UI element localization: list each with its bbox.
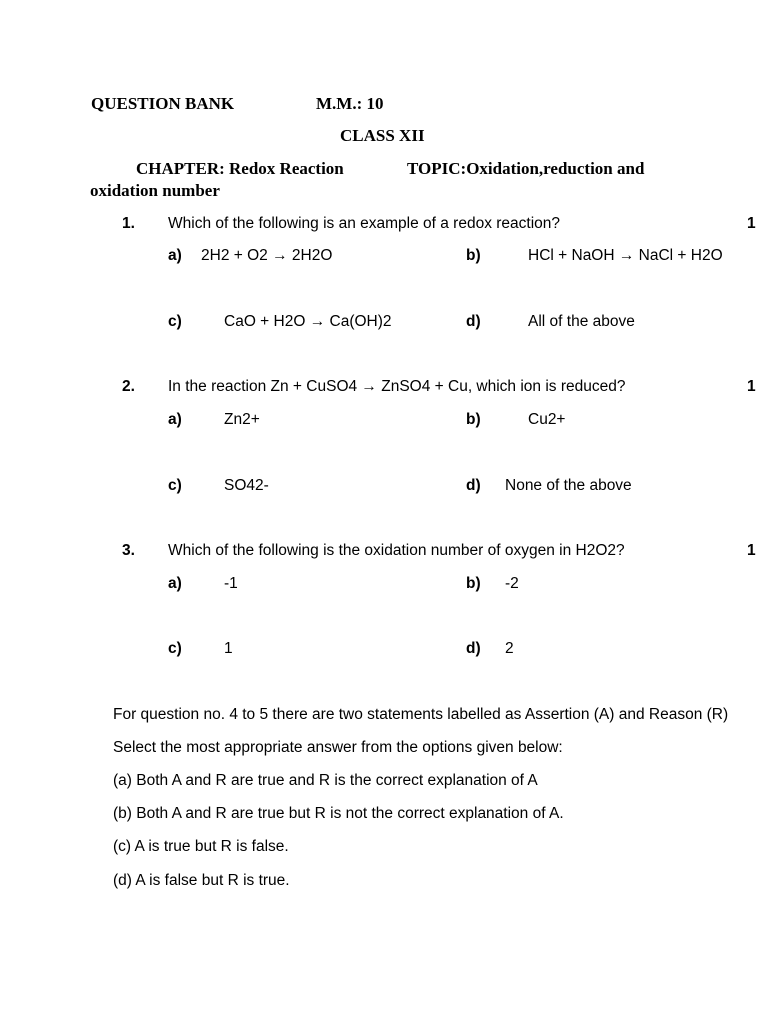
option-text: Cu2+ (528, 411, 566, 428)
option-label: d) (466, 313, 481, 330)
option-label: d) (466, 640, 481, 657)
question-text: Which of the following is the oxidation number of oxygen in H2O2? (168, 542, 625, 559)
option-label: c) (168, 313, 182, 330)
topic-label-continued: oxidation number (90, 181, 220, 200)
question-text: In the reaction Zn + CuSO4 → ZnSO4 + Cu, which ion is reduced? (168, 378, 626, 395)
option-label: b) (466, 411, 481, 428)
option-text: -2 (505, 575, 519, 592)
question-mark: 1 (747, 215, 756, 232)
option-text: SO42- (224, 477, 269, 494)
option-text: -1 (224, 575, 238, 592)
option-text: 2 (505, 640, 514, 657)
question-mark: 1 (747, 378, 756, 395)
question-number: 2. (122, 378, 135, 395)
option-label: b) (466, 247, 481, 264)
option-label: a) (168, 411, 182, 428)
option-text: 1 (224, 640, 233, 657)
assertion-reason-instruction: Select the most appropriate answer from the options given below: (113, 739, 563, 756)
question-mark: 1 (747, 542, 756, 559)
assertion-reason-option: (d) A is false but R is true. (113, 872, 290, 889)
option-label: c) (168, 640, 182, 657)
max-marks: M.M.: 10 (316, 94, 384, 113)
option-text: None of the above (505, 477, 632, 494)
option-label: a) (168, 575, 182, 592)
question-number: 3. (122, 542, 135, 559)
option-text: CaO + H2O → Ca(OH)2 (224, 313, 392, 330)
option-label: a) (168, 247, 182, 264)
topic-label: TOPIC:Oxidation,reduction and (407, 159, 645, 178)
question-number: 1. (122, 215, 135, 232)
class-label: CLASS XII (340, 126, 425, 145)
assertion-reason-option: (a) Both A and R are true and R is the correct explanation of A (113, 772, 538, 789)
question-text: Which of the following is an example of a redox reaction? (168, 215, 561, 232)
option-label: d) (466, 477, 481, 494)
assertion-reason-option: (c) A is true but R is false. (113, 838, 289, 855)
document-title: QUESTION BANK (91, 94, 235, 113)
assertion-reason-intro: For question no. 4 to 5 there are two statements labelled as Assertion (A) and Reason (R) (113, 706, 729, 723)
option-text: All of the above (528, 313, 635, 330)
option-text: Zn2+ (224, 411, 260, 428)
option-text: HCl + NaOH → NaCl + H2O (528, 247, 723, 264)
chapter-label: CHAPTER: Redox Reaction (136, 159, 344, 178)
option-label: c) (168, 477, 182, 494)
assertion-reason-option: (b) Both A and R are true but R is not the correct explanation of A. (113, 805, 564, 822)
option-label: b) (466, 575, 481, 592)
option-text: 2H2 + O2 → 2H2O (201, 247, 333, 264)
